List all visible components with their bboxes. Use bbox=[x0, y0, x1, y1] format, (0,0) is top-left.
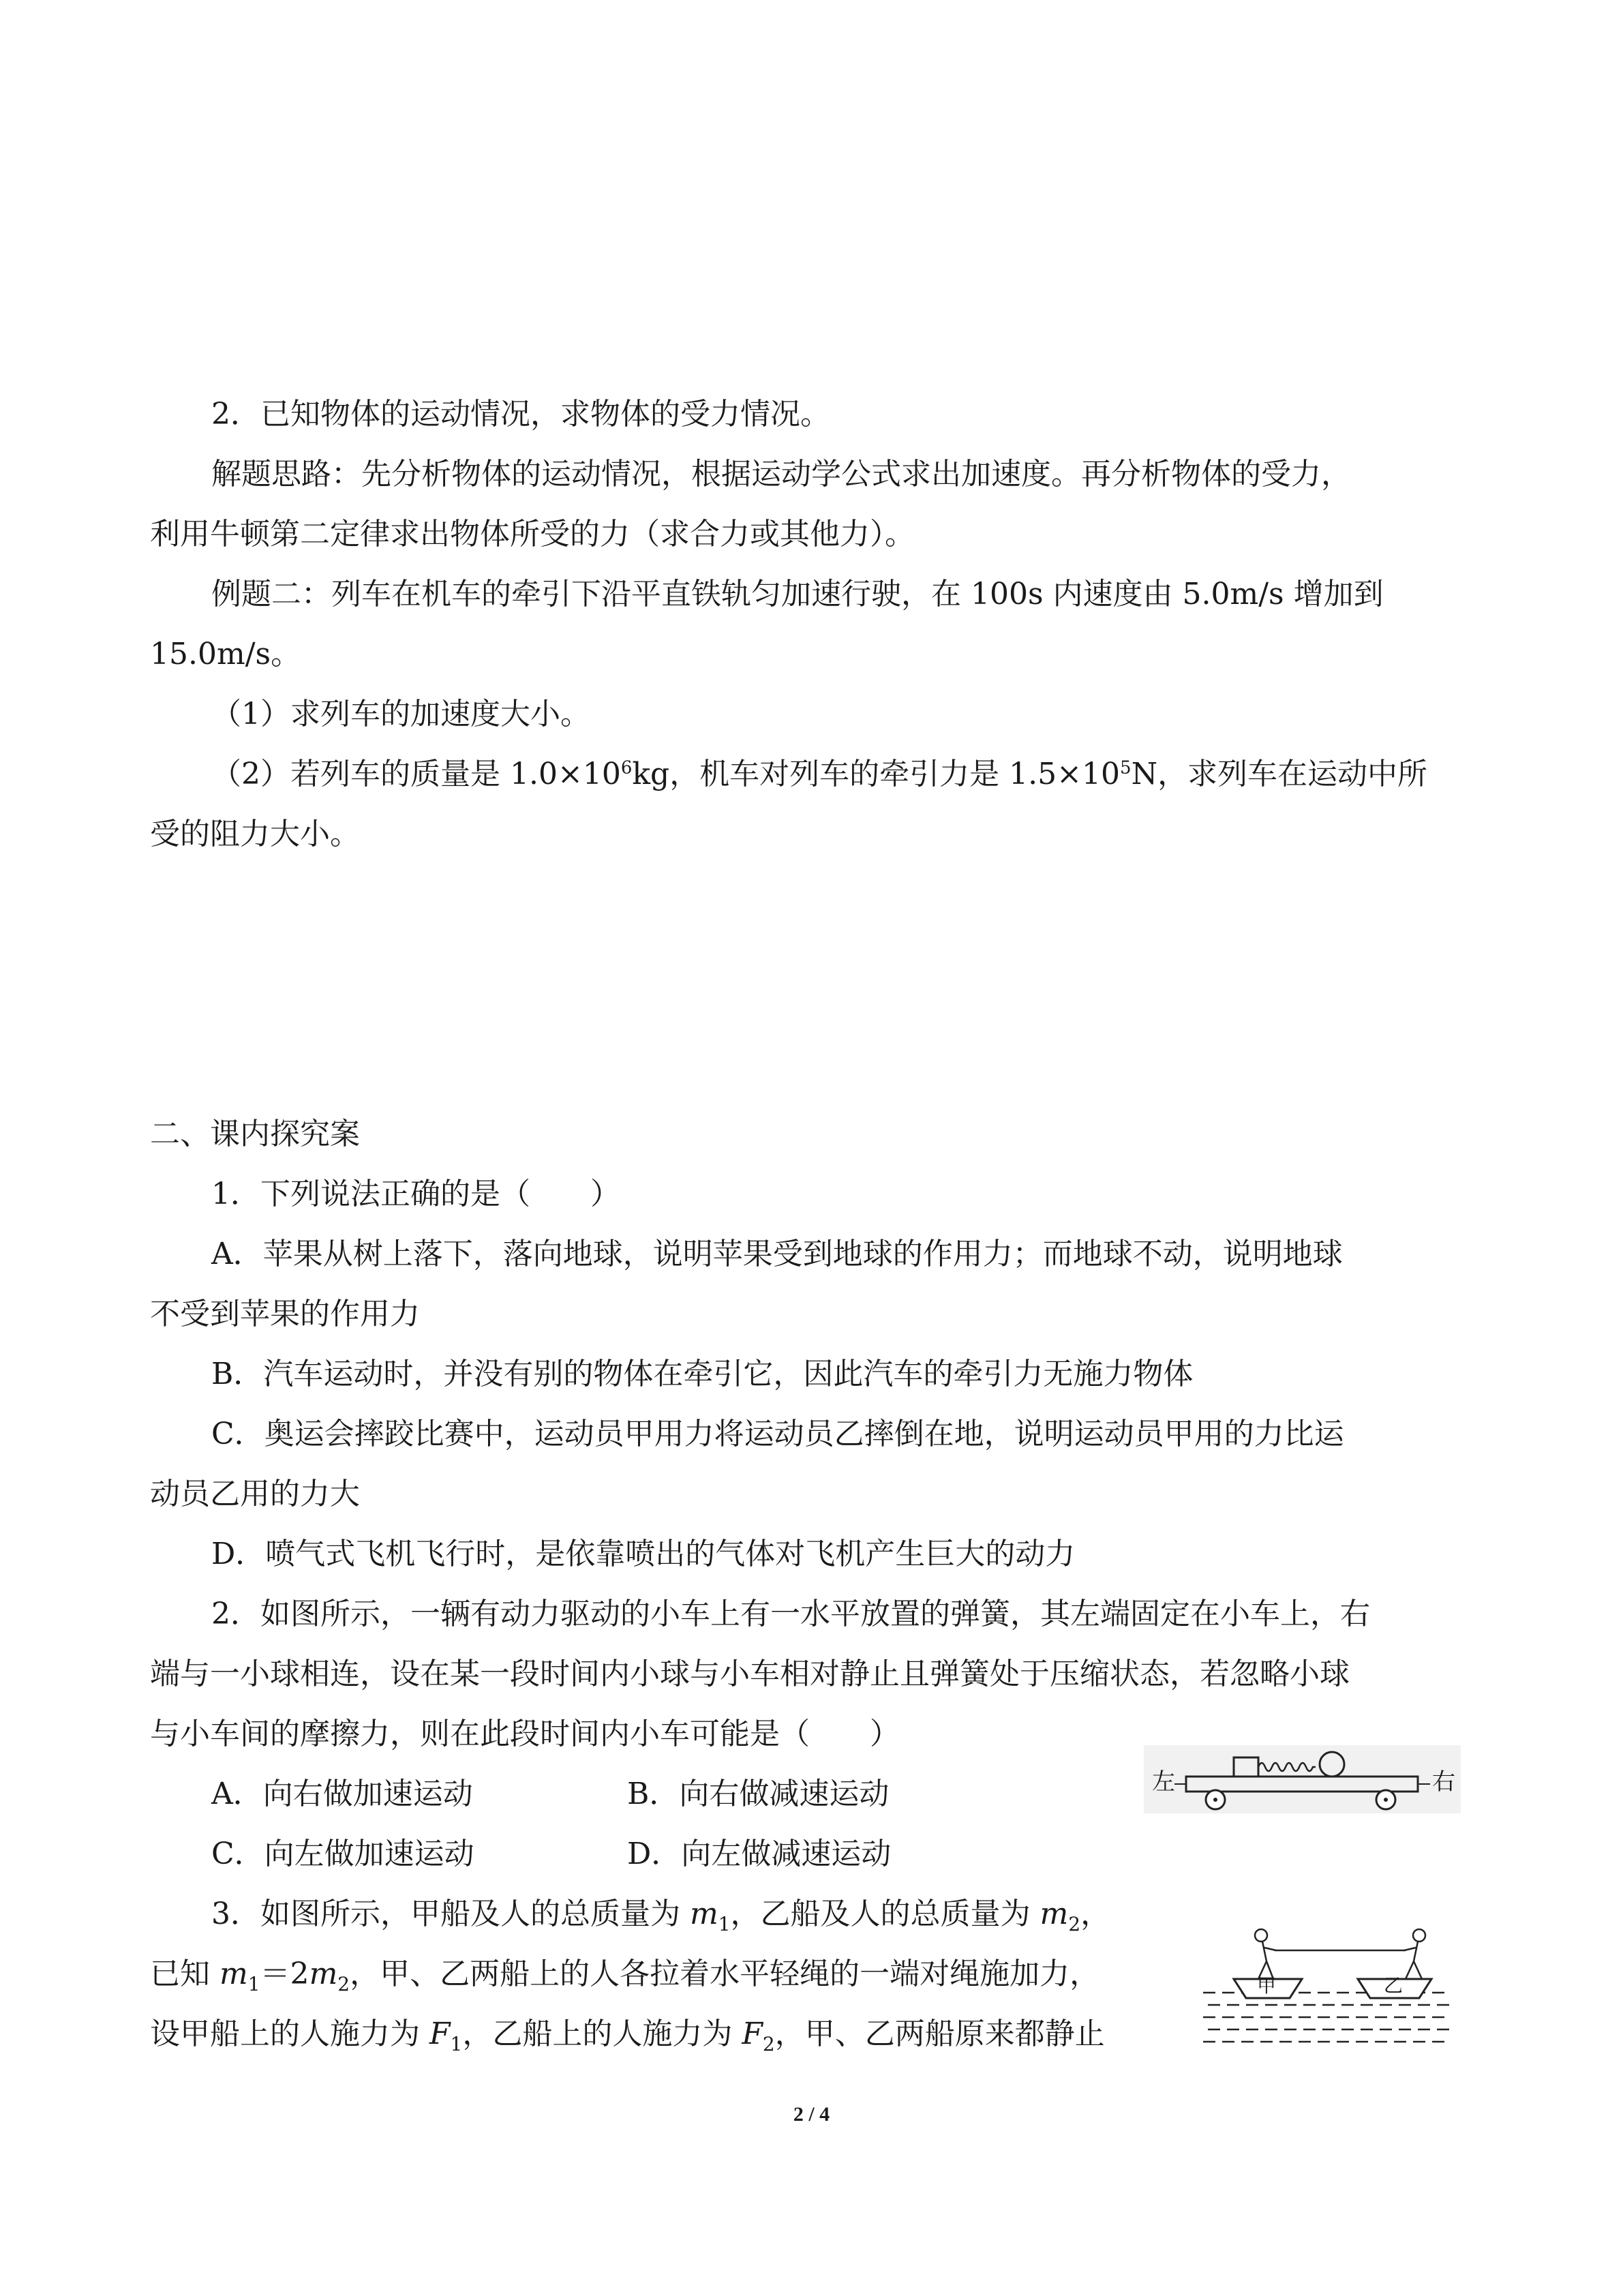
problem-1-option-c-line-2: 动员乙用的力大 bbox=[150, 1477, 360, 1511]
problem-1-option-a-line-2: 不受到苹果的作用力 bbox=[150, 1297, 420, 1331]
boats-figure bbox=[1200, 1926, 1472, 2052]
q2-text-b: kg，机车对列车的牵引力是 1.5×10 bbox=[632, 757, 1121, 791]
problem-2-option-c: C．向左做加速运动 bbox=[211, 1837, 474, 1871]
boat-yi-label: 乙 bbox=[1384, 1974, 1404, 1997]
section-heading: 二、课内探究案 bbox=[150, 1117, 360, 1151]
question-2-line-1 bbox=[211, 754, 1427, 795]
water-waves bbox=[1203, 1993, 1449, 2042]
problem-1-option-a-line-1: A．苹果从树上落下，落向地球，说明苹果受到地球的作用力；而地球不动，说明地球 bbox=[211, 1237, 1343, 1271]
example-line-1: 例题二：列车在机车的牵引下沿平直铁轨匀加速行驶，在 100s 内速度由 5.0m/s 增加到 bbox=[211, 577, 1384, 611]
p3-l1-sub2: 2 bbox=[1068, 1912, 1081, 1935]
person-yi bbox=[1404, 1929, 1425, 1979]
q2-text-a: （2）若列车的质量是 1.0×10 bbox=[211, 757, 621, 791]
p3-l2-text-b: ＝2 bbox=[260, 1957, 309, 1991]
idea-line-2: 利用牛顿第二定律求出物体所受的力（求合力或其他力）。 bbox=[150, 517, 915, 552]
p3-l3-text-b: ，乙船上的人施力为 bbox=[462, 2016, 742, 2051]
q2-exponent-1: 6 bbox=[620, 757, 633, 779]
problem-1-option-c-line-1: C．奥运会摔跤比赛中，运动员甲用力将运动员乙摔倒在地，说明运动员甲用的力比运 bbox=[211, 1417, 1344, 1451]
p3-l2-text-a: 已知 bbox=[150, 1957, 219, 1991]
p3-l2-sub2: 2 bbox=[337, 1972, 350, 1995]
problem-2-option-b: B．向右做减速运动 bbox=[627, 1777, 890, 1811]
cart-left-label: 左 bbox=[1152, 1768, 1175, 1796]
p3-l1-text-b: ，乙船及人的总质量为 bbox=[730, 1897, 1040, 1931]
person-jia bbox=[1255, 1929, 1276, 1979]
item2-title: 2．已知物体的运动情况，求物体的受力情况。 bbox=[211, 397, 830, 432]
problem-3-line-3 bbox=[150, 2014, 1105, 2055]
idea-line-1: 解题思路：先分析物体的运动情况，根据运动学公式求出加速度。再分析物体的受力， bbox=[211, 457, 1351, 492]
p3-l2-m2: m bbox=[309, 1957, 338, 1991]
problem-1-stem: 1．下列说法正确的是（ ） bbox=[211, 1177, 620, 1211]
p3-l2-sub1: 1 bbox=[247, 1972, 260, 1995]
p3-l2-m1: m bbox=[219, 1957, 248, 1991]
p3-l1-text-c: ， bbox=[1080, 1897, 1111, 1931]
problem-1-option-d: D．喷气式飞机飞行时，是依靠喷出的气体对飞机产生巨大的动力 bbox=[211, 1537, 1076, 1571]
p3-l1-m2: m bbox=[1040, 1897, 1069, 1931]
p3-l3-F1: F bbox=[429, 2016, 451, 2051]
problem-2-line-2: 端与一小球相连，设在某一段时间内小球与小车相对静止且弹簧处于压缩状态，若忽略小球 bbox=[150, 1657, 1350, 1691]
p3-l2-text-c: ，甲、乙两船上的人各拉着水平轻绳的一端对绳施加力， bbox=[350, 1957, 1100, 1991]
p3-l1-text-a: 3．如图所示，甲船及人的总质量为 bbox=[211, 1897, 690, 1931]
problem-1-option-b: B．汽车运动时，并没有别的物体在牵引它，因此汽车的牵引力无施力物体 bbox=[211, 1357, 1194, 1391]
q2-text-c: N，求列车在运动中所 bbox=[1131, 757, 1428, 791]
q2-exponent-2: 5 bbox=[1120, 757, 1132, 779]
p3-l3-text-c: ，甲、乙两船原来都静止 bbox=[774, 2016, 1105, 2051]
p3-l3-F2: F bbox=[742, 2016, 763, 2051]
problem-3-line-2 bbox=[150, 1954, 1099, 1995]
p3-l1-m1: m bbox=[689, 1897, 718, 1931]
example-line-2: 15.0m/s。 bbox=[150, 637, 301, 671]
cart-right-label: 右 bbox=[1432, 1768, 1455, 1796]
question-1: （1）求列车的加速度大小。 bbox=[211, 697, 590, 731]
problem-3-line-1 bbox=[211, 1894, 1110, 1935]
p3-l3-text-a: 设甲船上的人施力为 bbox=[150, 2016, 429, 2051]
problem-2-option-a: A．向右做加速运动 bbox=[211, 1777, 473, 1811]
p3-l1-sub1: 1 bbox=[718, 1912, 731, 1935]
question-2-line-2: 受的阻力大小。 bbox=[150, 817, 360, 851]
p3-l3-sub1: 1 bbox=[450, 2032, 463, 2055]
problem-2-line-3: 与小车间的摩擦力，则在此段时间内小车可能是（ ） bbox=[150, 1717, 900, 1751]
p3-l3-sub2: 2 bbox=[762, 2032, 775, 2055]
boat-jia-label: 甲 bbox=[1257, 1974, 1277, 1997]
problem-2-line-1: 2．如图所示，一辆有动力驱动的小车上有一水平放置的弹簧，其左端固定在小车上，右 bbox=[211, 1597, 1370, 1631]
problem-2-option-d: D．向左做减速运动 bbox=[627, 1837, 892, 1871]
cart-figure bbox=[1144, 1745, 1461, 1813]
page-number: 2 / 4 bbox=[793, 2103, 830, 2126]
